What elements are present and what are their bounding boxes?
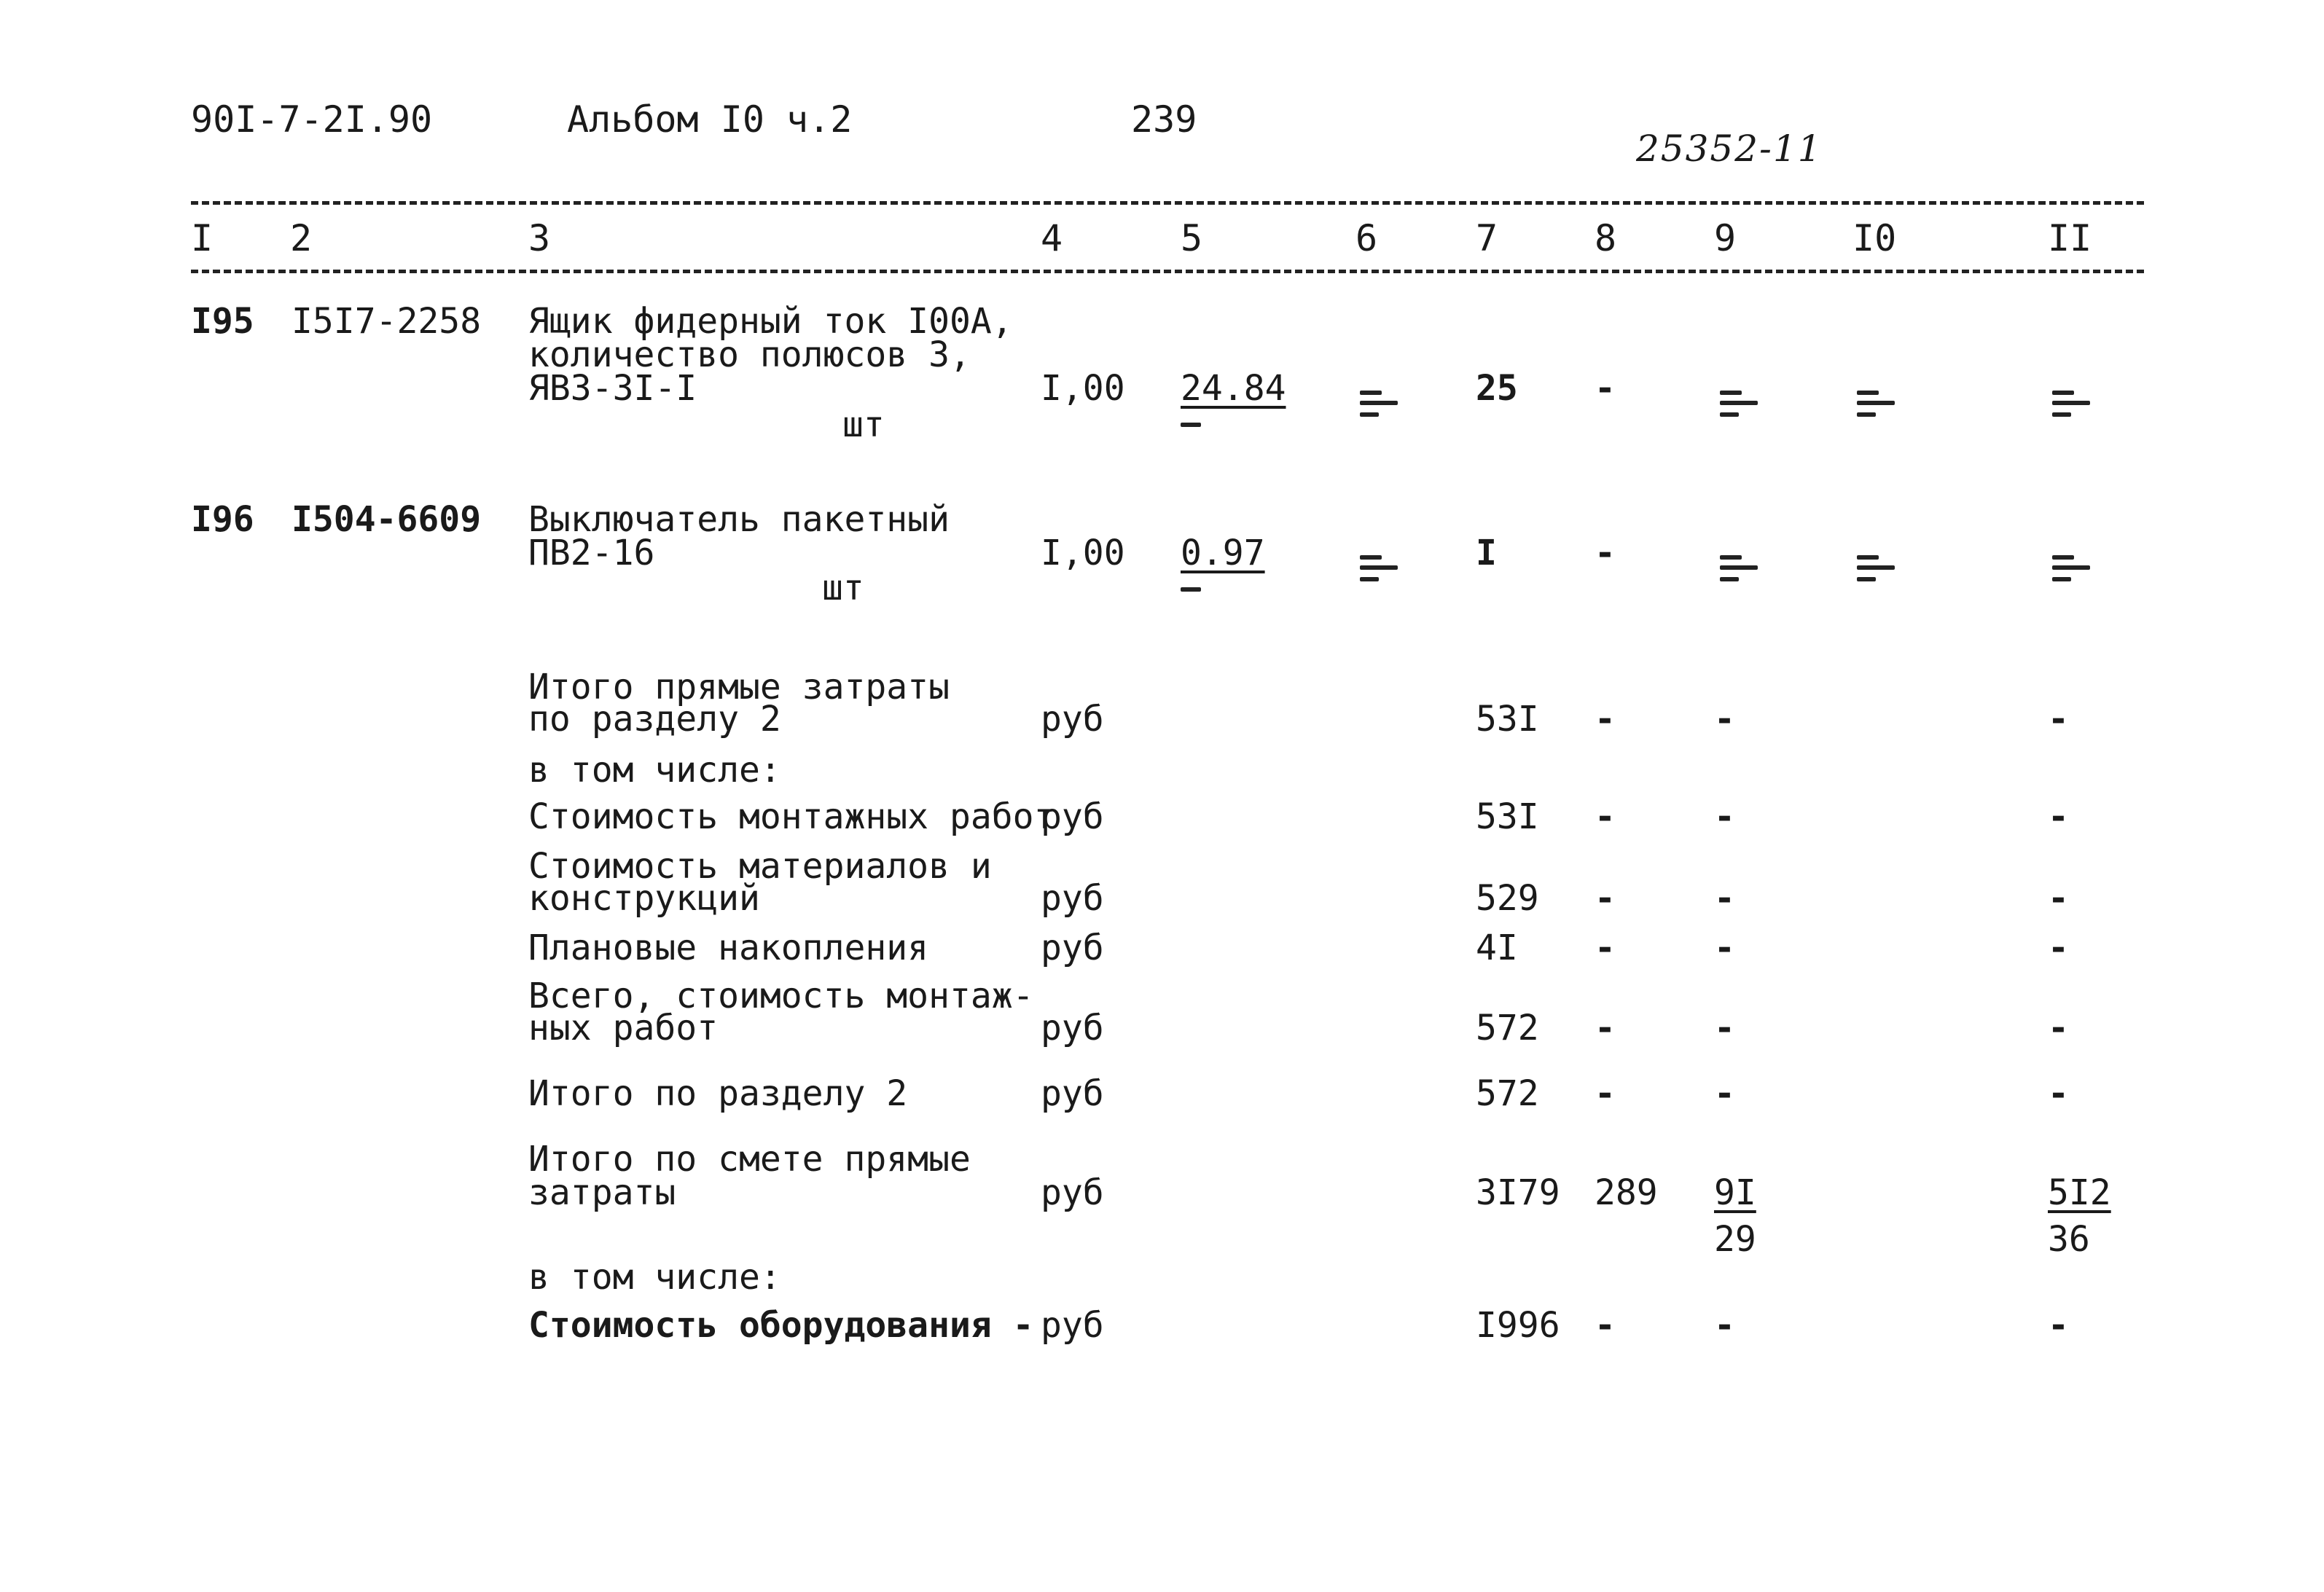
ditto-mark <box>1851 551 1895 580</box>
table-header-bottom-rule <box>191 270 2144 273</box>
summary-col8: - <box>1595 1305 1616 1346</box>
summary-label-line: Итого прямые затраты <box>528 667 950 707</box>
column-number-6: 6 <box>1355 217 1378 259</box>
summary-col9: - <box>1714 1008 1735 1048</box>
summary-col7: 53I <box>1476 796 1539 837</box>
summary-col7: 529 <box>1476 878 1539 919</box>
ditto-mark <box>1354 386 1398 415</box>
summary-col8: - <box>1595 699 1616 740</box>
summary-col7: 4I <box>1476 928 1518 968</box>
document-code: 90I-7-2I.90 <box>191 98 433 141</box>
summary-unit: руб <box>1041 1073 1104 1114</box>
summary-unit: руб <box>1041 699 1104 740</box>
ditto-mark <box>1851 386 1895 415</box>
ditto-mark <box>2046 551 2090 580</box>
ditto-dash-mark <box>1181 587 1201 592</box>
ditto-mark <box>1714 551 1758 580</box>
summary-col9: - <box>1714 796 1735 837</box>
table-header-top-rule <box>191 201 2144 205</box>
summary-col9-top: 9I <box>1714 1172 1756 1213</box>
summary-col8: - <box>1595 1008 1616 1048</box>
handwritten-stamp-number: 25352-11 <box>1636 128 1823 170</box>
summary-col11: - <box>2048 928 2069 968</box>
item-unit-price: 24.84 <box>1181 368 1286 409</box>
summary-col11: - <box>2048 1305 2069 1346</box>
summary-col7: 572 <box>1476 1073 1539 1114</box>
summary-label-line: затраты <box>528 1172 676 1213</box>
summary-col7: I996 <box>1476 1305 1560 1346</box>
ditto-mark <box>1354 551 1398 580</box>
item-code: I5I7-2258 <box>292 301 482 342</box>
item-total: 25 <box>1476 368 1518 409</box>
summary-col9-bottom: 29 <box>1714 1219 1756 1260</box>
summary-col9: - <box>1714 1073 1735 1114</box>
page-number: 239 <box>1131 98 1197 141</box>
column-number-9: 9 <box>1714 217 1737 259</box>
item-description-line: ЯВЗ-3I-I <box>528 368 697 409</box>
item-unit: шт <box>842 404 885 445</box>
item-quantity: I,00 <box>1041 368 1125 409</box>
summary-col11: - <box>2048 699 2069 740</box>
summary-col9: - <box>1714 1305 1735 1346</box>
summary-col8: - <box>1595 928 1616 968</box>
summary-unit: руб <box>1041 1305 1104 1346</box>
summary-col7: 572 <box>1476 1008 1539 1048</box>
summary-label-line: Стоимость монтажных работ <box>528 796 1055 837</box>
summary-col11-top: 5I2 <box>2048 1172 2111 1213</box>
summary-col11-bottom: 36 <box>2048 1219 2090 1260</box>
item-number: I96 <box>191 499 254 540</box>
summary-col7: 3I79 <box>1476 1172 1560 1213</box>
summary-label-line: Итого по разделу 2 <box>528 1073 908 1114</box>
summary-col11: - <box>2048 1073 2069 1114</box>
summary-unit: руб <box>1041 878 1104 919</box>
summary-col7: 53I <box>1476 699 1539 740</box>
summary-label-line: конструкций <box>528 878 760 919</box>
summary-label-line: по разделу 2 <box>528 699 781 740</box>
summary-col8: - <box>1595 1073 1616 1114</box>
summary-col11: - <box>2048 1008 2069 1048</box>
item-code: I504-6609 <box>292 499 482 540</box>
ditto-mark <box>2046 386 2090 415</box>
summary-col9: - <box>1714 928 1735 968</box>
item-total: I <box>1476 533 1497 573</box>
summary-unit: руб <box>1041 1008 1104 1048</box>
summary-col8: - <box>1595 796 1616 837</box>
column-number-5: 5 <box>1181 217 1203 259</box>
item-quantity: I,00 <box>1041 533 1125 573</box>
summary-label-line: Стоимость оборудования - <box>528 1305 1034 1346</box>
item-description-line: Выключатель пакетный <box>528 499 950 540</box>
item-unit-price: 0.97 <box>1181 533 1265 573</box>
column-number-3: 3 <box>528 217 551 259</box>
album-label: Альбом I0 ч.2 <box>567 98 853 141</box>
column-8-dash: - <box>1595 533 1616 573</box>
summary-label-line: Всего, стоимость монтаж- <box>528 976 1034 1016</box>
column-number-11: II <box>2048 217 2092 259</box>
summary-label-line: ных работ <box>528 1008 719 1048</box>
summary-unit: руб <box>1041 796 1104 837</box>
column-number-4: 4 <box>1041 217 1063 259</box>
item-description-line: количество полюсов 3, <box>528 334 971 375</box>
column-number-2: 2 <box>290 217 313 259</box>
column-number-1: I <box>191 217 214 259</box>
summary-subheading: в том числе: <box>528 1257 781 1298</box>
ditto-dash-mark <box>1181 423 1201 427</box>
item-number: I95 <box>191 301 254 342</box>
summary-label-line: Плановые накопления <box>528 928 929 968</box>
column-8-dash: - <box>1595 368 1616 409</box>
summary-unit: руб <box>1041 928 1104 968</box>
column-number-10: I0 <box>1852 217 1897 259</box>
item-description-line: ПВ2-16 <box>528 533 655 573</box>
item-description-line: Ящик фидерный ток I00А, <box>528 301 1013 342</box>
summary-label-line: Стоимость материалов и <box>528 846 992 887</box>
column-number-7: 7 <box>1476 217 1498 259</box>
summary-col9: - <box>1714 878 1735 919</box>
column-number-8: 8 <box>1595 217 1617 259</box>
summary-col8: 289 <box>1595 1172 1658 1213</box>
summary-col11: - <box>2048 796 2069 837</box>
summary-subheading: в том числе: <box>528 750 781 791</box>
summary-col9: - <box>1714 699 1735 740</box>
ditto-mark <box>1714 386 1758 415</box>
item-unit: шт <box>822 568 864 608</box>
summary-unit: руб <box>1041 1172 1104 1213</box>
summary-col11: - <box>2048 878 2069 919</box>
summary-label-line: Итого по смете прямые <box>528 1139 971 1180</box>
summary-col8: - <box>1595 878 1616 919</box>
